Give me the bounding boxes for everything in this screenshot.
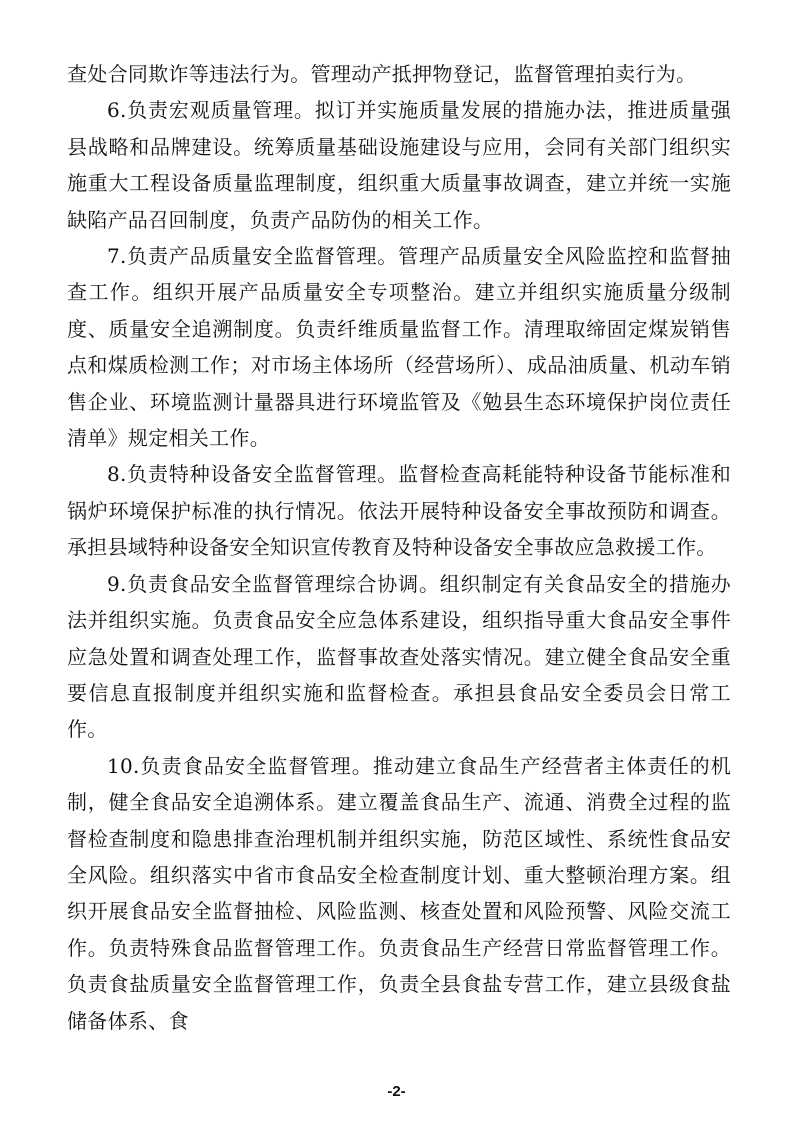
paragraph-item-7: 7.负责产品质量安全监督管理。管理产品质量安全风险监控和监督抽查工作。组织开展产品质量安全专项整治。建立并组织实施质量分级制度、质量安全追溯制度。负责纤维质量监督工作。清理取缔固定煤炭销售点和煤质检测工作；对市场主体场所（经营场所）、成品油质量、机动车销售企业、环境监测计量器具进行环境监管及《勉县生态环境保护岗位责任清单》规定相关工作。 <box>67 244 731 451</box>
paragraph-item-8: 8.负责特种设备安全监督管理。监督检查高耗能特种设备节能标准和锅炉环境保护标准的执行情况。依法开展特种设备安全事故预防和调查。承担县域特种设备安全知识宣传教育及特种设备安全事故应急救援工作。 <box>67 462 731 560</box>
paragraph-item-6: 6.负责宏观质量管理。拟订并实施质量发展的措施办法，推进质量强县战略和品牌建设。统筹质量基础设施建设与应用，会同有关部门组织实施重大工程设备质量监理制度，组织重大质量事故调查，建立并统一实施缺陷产品召回制度，负责产品防伪的相关工作。 <box>67 98 731 232</box>
paragraph-item-10: 10.负责食品安全监督管理。推动建立食品生产经营者主体责任的机制，健全食品安全追溯体系。建立覆盖食品生产、流通、消费全过程的监督检查制度和隐患排查治理机制并组织实施，防范区域性、系统性食品安全风险。组织落实中省市食品安全检查制度计划、重大整顿治理方案。组织开展食品安全监督抽检、风险监测、核查处置和风险预警、风险交流工作。负责特殊食品监督管理工作。负责食品生产经营日常监督管理工作。负责食盐质量安全监督管理工作，负责全县食盐专营工作，建立县级食盐储备体系、食 <box>67 753 731 1033</box>
paragraph-item-9: 9.负责食品安全监督管理综合协调。组织制定有关食品安全的措施办法并组织实施。负责食品安全应急体系建设，组织指导重大食品安全事件应急处置和调查处理工作，监督事故查处落实情况。建立健全食品安全重要信息直报制度并组织实施和监督检查。承担县食品安全委员会日常工作。 <box>67 571 731 742</box>
page-number: -2- <box>387 1083 406 1100</box>
paragraph-continuation: 查处合同欺诈等违法行为。管理动产抵押物登记，监督管理拍卖行为。 <box>67 62 697 86</box>
document-body <box>67 56 731 1039</box>
